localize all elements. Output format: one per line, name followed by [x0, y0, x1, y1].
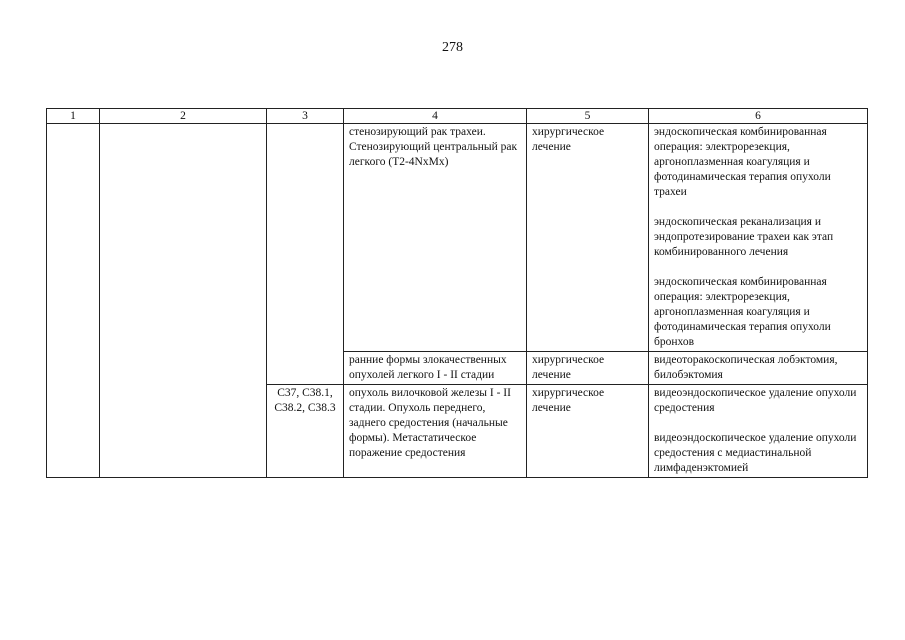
treatment-cell: хирургическое лечение	[527, 385, 649, 478]
method-text: видеоэндоскопическое удаление опухоли средостения	[654, 387, 857, 414]
column-header-1: 1	[47, 109, 100, 124]
cell-col2	[100, 124, 267, 478]
cell-col1	[47, 124, 100, 478]
column-header-4: 4	[344, 109, 527, 124]
treatment-cell: хирургическое лечение	[527, 124, 649, 352]
page-number: 278	[442, 40, 463, 55]
column-header-2: 2	[100, 109, 267, 124]
method-text: видеоэндоскопическое удаление опухоли средостения с медиастинальной лимфаденэктомией	[654, 432, 857, 474]
header-row	[47, 109, 868, 124]
column-header-6: 6	[649, 109, 868, 124]
methods-cell	[649, 352, 868, 385]
methods-cell	[649, 124, 868, 352]
icd-codes-cell	[267, 124, 344, 385]
condition-cell: стенозирующий рак трахеи. Стенозирующий центральный рак легкого (T2-4NxMx)	[344, 124, 527, 352]
condition-cell: ранние формы злокачественных опухолей легкого I - II стадии	[344, 352, 527, 385]
column-header-5: 5	[527, 109, 649, 124]
medical-procedures-table	[46, 108, 868, 478]
treatment-cell: хирургическое лечение	[527, 352, 649, 385]
methods-cell	[649, 385, 868, 478]
method-text: эндоскопическая реканализация и эндопротезирование трахеи как этап комбинированного лечения	[654, 216, 834, 258]
table-row	[47, 124, 868, 352]
method-text: эндоскопическая комбинированная операция: электрорезекция, аргоноплазменная коагуляция и фотодинамическая терапия опухоли трахеи	[654, 126, 831, 198]
method-text: видеоторакоскопическая лобэктомия, билобэктомия	[654, 354, 838, 381]
column-header-3: 3	[267, 109, 344, 124]
icd-codes-cell: C37, C38.1, C38.2, C38.3	[267, 385, 344, 478]
method-text: эндоскопическая комбинированная операция: электрорезекция, аргоноплазменная коагуляция и фотодинамическая терапия опухоли бронхов	[654, 276, 831, 348]
condition-cell: опухоль вилочковой железы I - II стадии. Опухоль переднего, заднего средостения (начальные формы). Метастатическое поражение средостения	[344, 385, 527, 478]
